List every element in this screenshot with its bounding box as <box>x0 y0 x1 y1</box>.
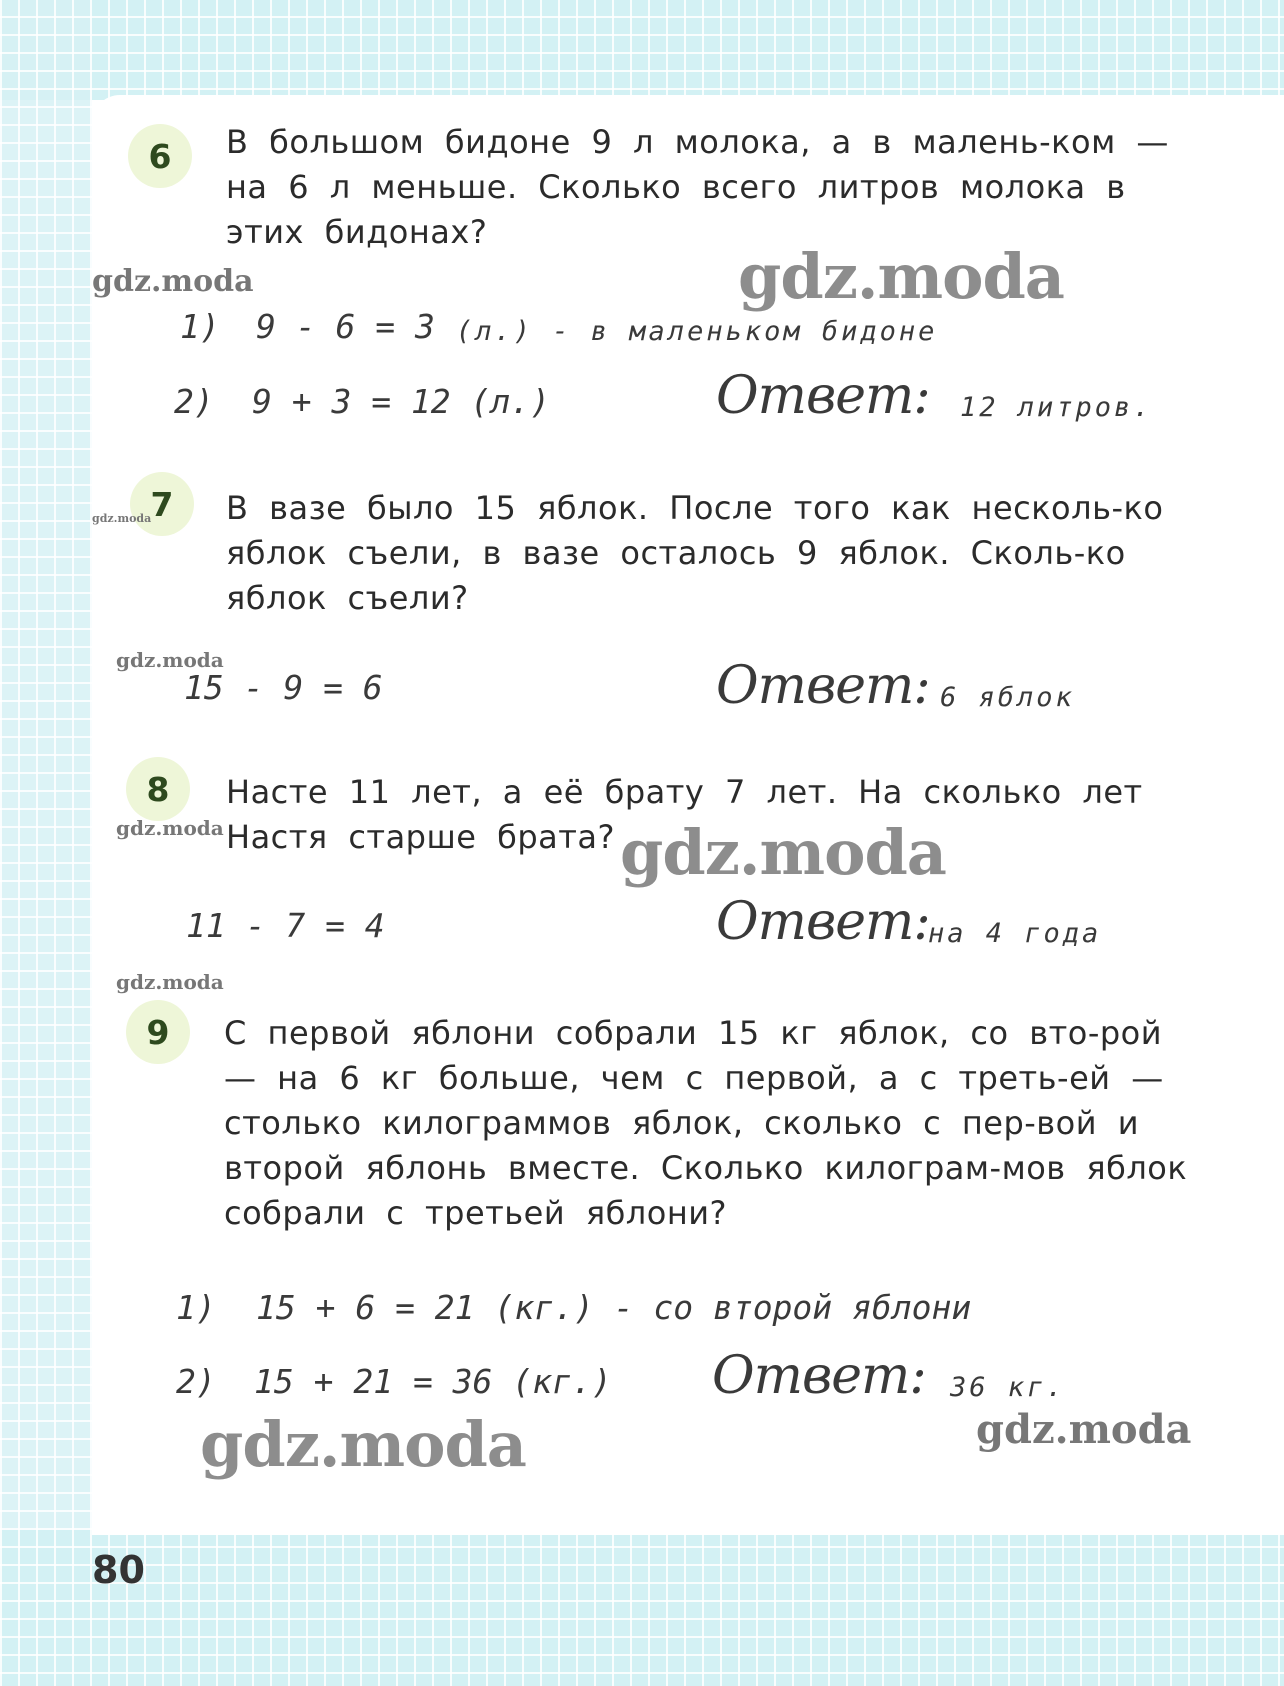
task-6-step-2-label: 2) <box>174 382 214 421</box>
watermark: gdz.moda <box>116 648 224 672</box>
task-number-6: 6 <box>128 124 192 188</box>
task-9-text: С первой яблони собрали 15 кг яблок, со вто-рой — на 6 кг больше, чем с первой, а с треть-ей — столько килограммов яблок, сколько с пер-вой и второй яблонь вместе. Сколько килограм-мов яблок собрали с третьей яблони? <box>224 1014 1188 1232</box>
page-border-bottom <box>0 1530 1284 1686</box>
watermark: gdz.moda <box>976 1406 1192 1453</box>
task-9-step-1-expr: 15 + 6 = 21 (кг.) - со второй яблони <box>256 1288 972 1327</box>
task-6-answer-label: Ответ: <box>716 366 930 426</box>
task-6-answer: 12 литров. <box>960 392 1153 423</box>
task-6-text: В большом бидоне 9 л молока, а в малень-ком — на 6 л меньше. Сколько всего литров молока в этих бидонах? <box>226 123 1169 251</box>
page-border-top <box>0 0 1284 100</box>
task-number-9: 9 <box>126 1000 190 1064</box>
watermark: gdz.moda <box>116 816 224 840</box>
task-7-answer: 6 яблок <box>940 682 1075 713</box>
watermark: gdz.moda <box>620 816 946 889</box>
task-9-step-1-label: 1) <box>176 1288 216 1327</box>
task-7-answer-label: Ответ: <box>716 656 930 716</box>
task-6-step-1-label: 1) <box>180 307 220 346</box>
watermark: gdz.moda <box>200 1408 526 1481</box>
task-9-answer-label: Ответ: <box>712 1346 926 1406</box>
task-6-step-1-note: (л.) - в маленьком бидоне <box>456 316 938 347</box>
task-8-step-expr: 11 - 7 = 4 <box>186 906 385 945</box>
page-number: 80 <box>92 1548 145 1592</box>
task-8-answer-label: Ответ: <box>716 892 930 952</box>
task-7-step-expr: 15 - 9 = 6 <box>184 668 383 707</box>
task-8-answer: на 4 года <box>928 918 1102 949</box>
task-9-step-2-expr: 15 + 21 = 36 (кг.) <box>254 1362 612 1401</box>
task-9-answer: 36 кг. <box>950 1372 1066 1403</box>
watermark: gdz.moda <box>116 970 224 994</box>
page-border-left <box>0 0 92 1686</box>
watermark: gdz.moda <box>92 264 254 299</box>
task-number-8: 8 <box>126 757 190 821</box>
task-8-text: Насте 11 лет, а её брату 7 лет. На сколько лет Настя старше брата? <box>226 773 1143 856</box>
task-number-7: 7 <box>130 472 194 536</box>
task-6-step-2-expr: 9 + 3 = 12 (л.) <box>252 382 551 421</box>
watermark: gdz.moda <box>738 240 1064 313</box>
task-9-step-2-label: 2) <box>176 1362 216 1401</box>
task-7-text: В вазе было 15 яблок. После того как несколь-ко яблок съели, в вазе осталось 9 яблок. Сколь-ко яблок съели? <box>226 489 1164 617</box>
watermark: gdz.moda <box>92 512 152 525</box>
task-6-step-1-expr: 9 - 6 = 3 <box>256 307 435 346</box>
